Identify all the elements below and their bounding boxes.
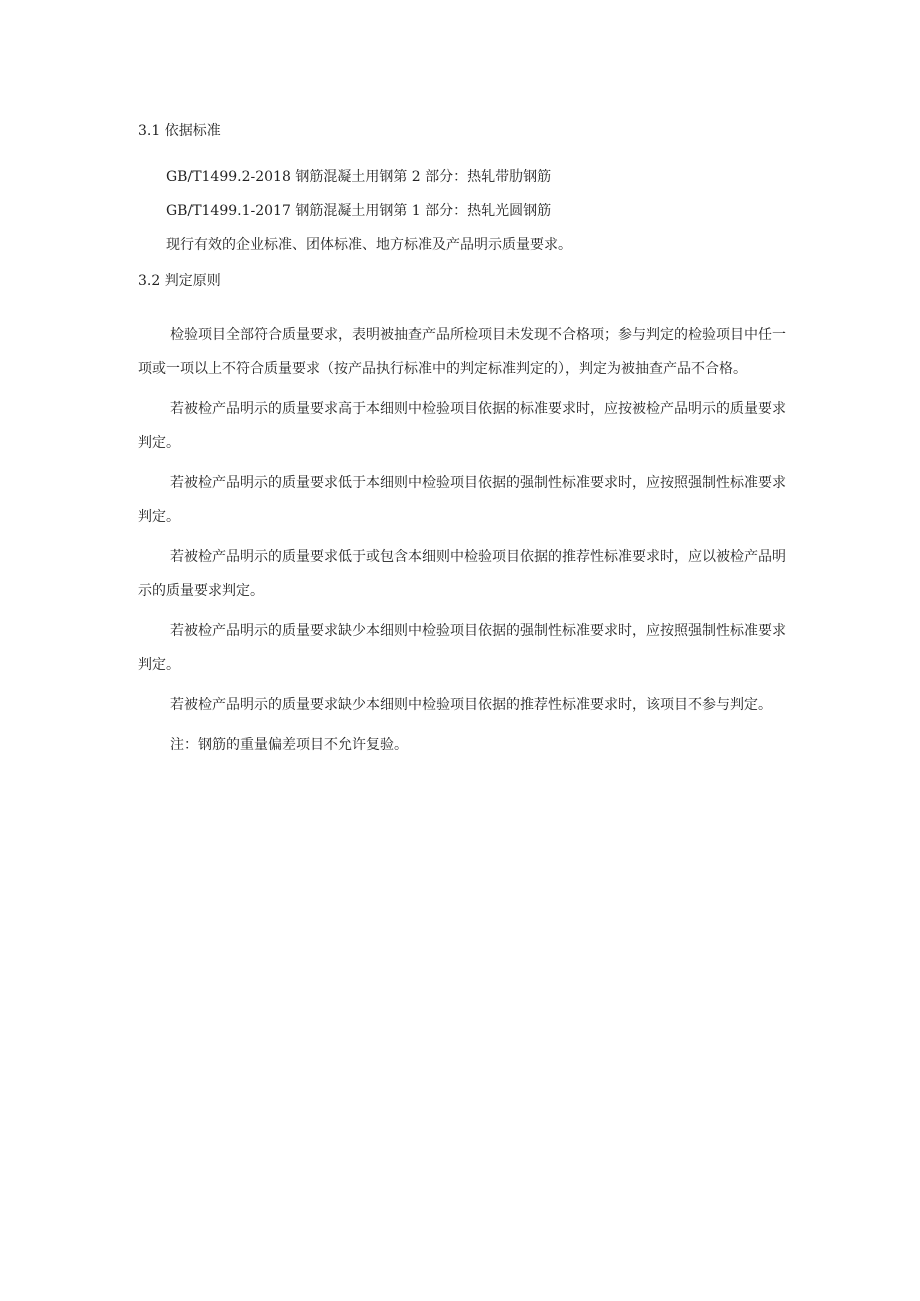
judgment-paragraph: 若被检产品明示的质量要求高于本细则中检验项目依据的标准要求时，应按被检产品明示的质量要求判定。 [138, 401, 786, 451]
standard-item: GB/T1499.1-2017 钢筋混凝土用钢第 1 部分：热轧光圆钢筋 [166, 203, 552, 219]
standard-item: 现行有效的企业标准、团体标准、地方标准及产品明示质量要求。 [166, 237, 572, 253]
judgment-paragraph: 若被检产品明示的质量要求缺少本细则中检验项目依据的强制性标准要求时，应按照强制性标准要求判定。 [138, 623, 786, 673]
judgment-paragraph: 若被检产品明示的质量要求缺少本细则中检验项目依据的推荐性标准要求时，该项目不参与判定。 [170, 697, 772, 713]
section-heading-3-1: 3.1 依据标准 [138, 123, 221, 139]
note-paragraph: 注：钢筋的重量偏差项目不允许复验。 [170, 737, 408, 753]
standard-item: GB/T1499.2-2018 钢筋混凝土用钢第 2 部分：热轧带肋钢筋 [166, 169, 552, 185]
document-content [138, 120, 786, 762]
judgment-paragraph: 检验项目全部符合质量要求，表明被抽查产品所检项目未发现不合格项；参与判定的检验项目中任一项或一项以上不符合质量要求（按产品执行标准中的判定标准判定的），判定为被抽查产品不合格。 [138, 327, 786, 377]
judgment-paragraph: 若被检产品明示的质量要求低于或包含本细则中检验项目依据的推荐性标准要求时，应以被检产品明示的质量要求判定。 [138, 549, 786, 599]
section-heading-3-2: 3.2 判定原则 [138, 273, 221, 289]
judgment-paragraph: 若被检产品明示的质量要求低于本细则中检验项目依据的强制性标准要求时，应按照强制性标准要求判定。 [138, 475, 786, 525]
